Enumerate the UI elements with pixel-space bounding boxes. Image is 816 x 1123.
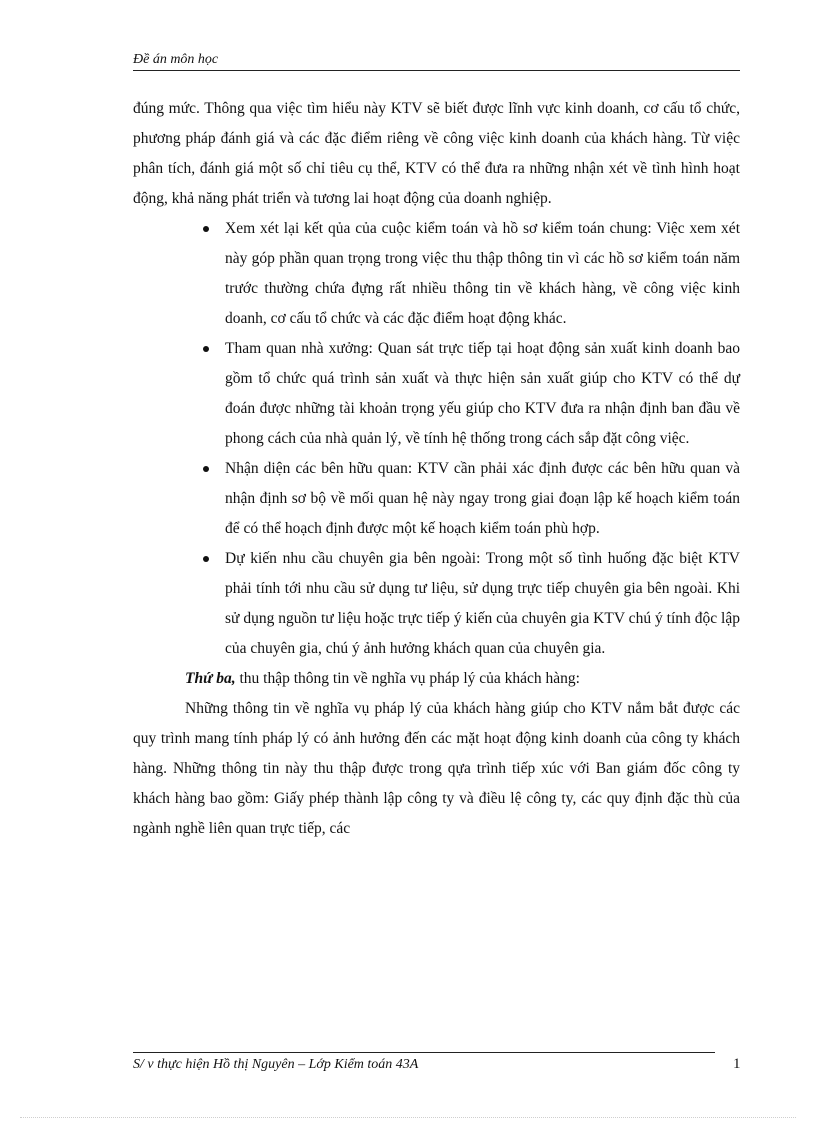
bullet-text: Dự kiến nhu cầu chuyên gia bên ngoài: Trong một số tình huống đặc biệt KTV phải tính tới nhu cầu sử dụng tư liệu, sử dụng trực tiếp chuyên gia bên ngoài. Khi sử dụng nguồn tư liệu hoặc trực tiếp ý kiến của chuyên gia KTV chú ý tính độc lập của chuyên gia, chú ý ảnh hưởng khách quan của chuyên gia. bbox=[225, 550, 740, 657]
bullet-text: Tham quan nhà xưởng: Quan sát trực tiếp tại hoạt động sản xuất kinh doanh bao gồm tổ chức quá trình sản xuất và thực hiện sản xuất giúp cho KTV có thể dự đoán được những tài khoản trọng yếu giúp cho KTV đưa ra nhận định ban đầu về phong cách của nhà quản lý, về tính hệ thống trong cách sắp đặt công việc. bbox=[225, 340, 740, 447]
bullet-text: Nhận diện các bên hữu quan: KTV cần phải xác định được các bên hữu quan và nhận định sơ bộ về mối quan hệ này ngay trong giai đoạn lập kế hoạch kiểm toán để có thể hoạch định được một kế hoạch kiểm toán phù hợp. bbox=[225, 460, 740, 537]
bullet-list bbox=[133, 214, 740, 664]
bullet-icon bbox=[203, 556, 209, 562]
bullet-icon bbox=[203, 466, 209, 472]
bullet-item bbox=[133, 214, 740, 334]
bullet-text: Xem xét lại kết qủa của cuộc kiểm toán và hồ sơ kiểm toán chung: Việc xem xét này góp phần quan trọng trong việc thu thập thông tin vì các hồ sơ kiểm toán năm trước thường chứa đựng rất nhiều thông tin về khách hàng, về công việc kinh doanh, cơ cấu tổ chức và các đặc điểm hoạt động khác. bbox=[225, 220, 740, 327]
page-header bbox=[133, 50, 740, 71]
bullet-item bbox=[133, 544, 740, 664]
paragraph-intro: đúng mức. Thông qua việc tìm hiểu này KTV sẽ biết được lĩnh vực kinh doanh, cơ cấu tổ chức, phương pháp đánh giá và các đặc điểm riêng về công việc kinh doanh của khách hàng. Từ việc phân tích, đánh giá một số chỉ tiêu cụ thể, KTV có thể đưa ra những nhận xét về tình hình hoạt động, khả năng phát triển và tương lai hoạt động của doanh nghiệp. bbox=[133, 100, 740, 207]
page-edge-divider bbox=[20, 1117, 796, 1118]
bullet-item bbox=[133, 334, 740, 454]
header-title: Đề án môn học bbox=[133, 52, 219, 67]
paragraph-legal: Những thông tin về nghĩa vụ pháp lý của khách hàng giúp cho KTV nắm bắt được các quy trình mang tính pháp lý có ảnh hưởng đến các mặt hoạt động kinh doanh của công ty khách hàng. Những thông tin này thu thập được trong qựa trình tiếp xúc với Ban giám đốc công ty khách hàng bao gồm: Giấy phép thành lập công ty và điều lệ công ty, các quy định đặc thù của ngành nghề liên quan trực tiếp, các bbox=[133, 700, 740, 837]
page-number: 1 bbox=[733, 1056, 741, 1072]
page-content bbox=[133, 94, 740, 844]
third-rest: thu thập thông tin về nghĩa vụ pháp lý của khách hàng: bbox=[235, 670, 580, 687]
bullet-item bbox=[133, 454, 740, 544]
bullet-icon bbox=[203, 346, 209, 352]
footer-divider bbox=[133, 1052, 715, 1053]
bullet-icon bbox=[203, 226, 209, 232]
third-lead: Thứ ba, bbox=[185, 670, 236, 687]
footer-author: S/ v thực hiện Hồ thị Nguyên – Lớp Kiểm toán 43A bbox=[133, 1057, 419, 1072]
paragraph-third bbox=[133, 664, 740, 694]
